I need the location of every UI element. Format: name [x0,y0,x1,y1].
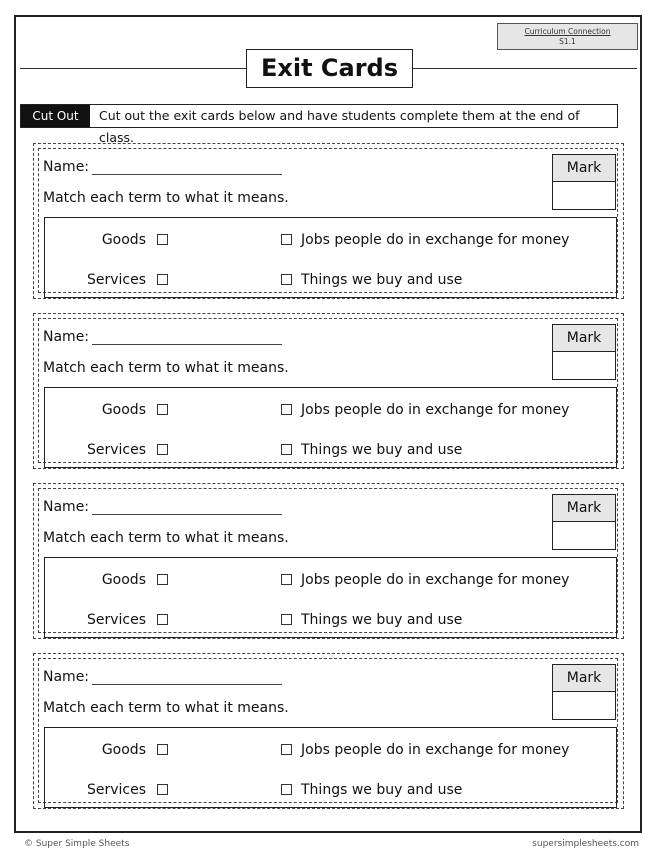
card-prompt: Match each term to what it means. [43,530,289,546]
name-label: Name: [43,159,90,175]
match-row [45,269,616,291]
definition-label: Jobs people do in exchange for money [301,232,570,248]
match-row [45,569,616,591]
match-row [45,229,616,251]
term-label: Services [86,782,146,798]
mark-label: Mark [553,325,615,352]
definition-label: Jobs people do in exchange for money [301,402,570,418]
exit-card [33,483,624,639]
curriculum-code: S1.1 [559,37,576,46]
instruction-bar [20,104,618,145]
exit-card-inner [38,318,618,463]
name-line[interactable] [92,500,282,515]
matching-box [44,217,617,298]
mark-label: Mark [553,155,615,182]
definition-label: Jobs people do in exchange for money [301,742,570,758]
matching-box [44,727,617,808]
mark-box [552,154,616,210]
mark-label: Mark [553,495,615,522]
term-label: Services [86,272,146,288]
term-checkbox[interactable] [157,574,168,585]
definition-label: Things we buy and use [301,442,463,458]
name-field[interactable] [43,159,282,175]
name-line[interactable] [92,670,282,685]
instruction-text: Cut out the exit cards below and have students complete them at the end of class. [99,108,580,145]
exit-card-inner [38,658,618,803]
name-label: Name: [43,329,90,345]
mark-label: Mark [553,665,615,692]
term-label: Services [86,612,146,628]
term-label: Goods [101,232,146,248]
term-checkbox[interactable] [157,744,168,755]
card-prompt: Match each term to what it means. [43,360,289,376]
instruction-tag: Cut Out [21,105,90,127]
definition-label: Things we buy and use [301,782,463,798]
term-checkbox[interactable] [157,404,168,415]
match-row [45,739,616,761]
term-checkbox[interactable] [157,444,168,455]
definition-label: Things we buy and use [301,612,463,628]
term-checkbox[interactable] [157,234,168,245]
curriculum-connection-label: Curriculum Connection [524,27,611,36]
name-label: Name: [43,499,90,515]
page-title: Exit Cards [246,49,413,88]
card-prompt: Match each term to what it means. [43,190,289,206]
card-prompt: Match each term to what it means. [43,700,289,716]
term-label: Goods [101,572,146,588]
term-checkbox[interactable] [157,784,168,795]
match-row [45,439,616,461]
definition-checkbox[interactable] [281,444,292,455]
footer-copyright: © Super Simple Sheets [24,839,130,849]
exit-card [33,143,624,299]
definition-label: Things we buy and use [301,272,463,288]
mark-box [552,664,616,720]
match-row [45,399,616,421]
definition-checkbox[interactable] [281,574,292,585]
footer-website: supersimplesheets.com [532,839,639,849]
definition-checkbox[interactable] [281,614,292,625]
matching-box [44,557,617,638]
name-line[interactable] [92,330,282,345]
name-field[interactable] [43,499,282,515]
term-label: Goods [101,402,146,418]
match-row [45,609,616,631]
definition-checkbox[interactable] [281,274,292,285]
matching-box [44,387,617,468]
definition-checkbox[interactable] [281,234,292,245]
curriculum-connection-box [497,23,638,50]
definition-checkbox[interactable] [281,784,292,795]
name-field[interactable] [43,669,282,685]
definition-checkbox[interactable] [281,404,292,415]
exit-card-inner [38,488,618,633]
exit-card [33,653,624,809]
exit-card [33,313,624,469]
mark-box [552,494,616,550]
term-label: Goods [101,742,146,758]
exit-card-inner [38,148,618,293]
match-row [45,779,616,801]
name-label: Name: [43,669,90,685]
definition-checkbox[interactable] [281,744,292,755]
name-line[interactable] [92,160,282,175]
term-checkbox[interactable] [157,274,168,285]
name-field[interactable] [43,329,282,345]
term-label: Services [86,442,146,458]
term-checkbox[interactable] [157,614,168,625]
definition-label: Jobs people do in exchange for money [301,572,570,588]
mark-box [552,324,616,380]
